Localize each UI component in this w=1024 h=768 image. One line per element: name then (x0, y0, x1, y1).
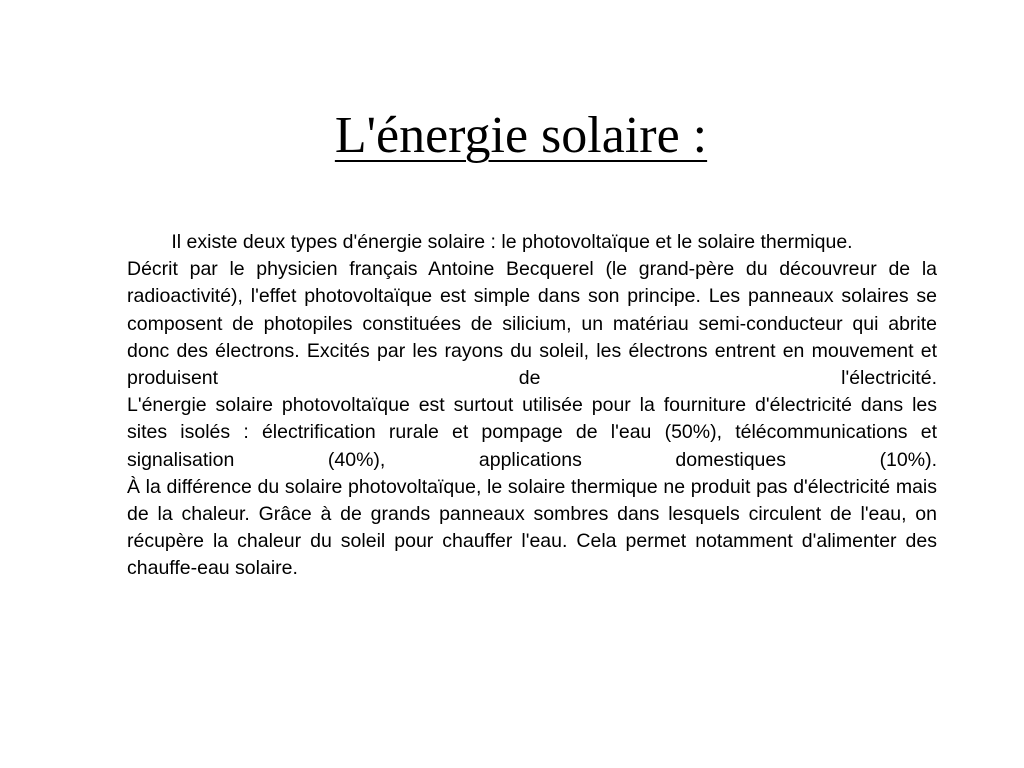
photovoltaic-principle-paragraph: Décrit par le physicien français Antoine Becquerel (le grand-père du découvreur de la radioactivité), l'effet photovoltaïque est simple dans son principe. Les panneaux solaires se composent de photopiles constituées de silicium, un matériau semi-conducteur qui abrite donc des électrons. Excités par les rayons du soleil, les électrons entrent en mouvement et produisent de l'électricité. (127, 258, 937, 390)
intro-paragraph: Il existe deux types d'énergie solaire : le photovoltaïque et le solaire thermique. (171, 231, 853, 253)
photovoltaic-uses-paragraph: L'énergie solaire photovoltaïque est surtout utilisée pour la fourniture d'électricité dans les sites isolés : électrification rurale et pompage de l'eau (50%), télécommunications et signalisation (40%), applications domestiques (10%). (127, 394, 937, 471)
slide-title (0, 100, 1024, 172)
slide-body (87, 229, 937, 583)
slide-title-text: L'énergie solaire : (334, 107, 708, 164)
solar-thermal-paragraph: À la différence du solaire photovoltaïque, le solaire thermique ne produit pas d'électricité mais de la chaleur. Grâce à de grands panneaux sombres dans lesquels circulent de l'eau, on récupère la chaleur du soleil pour chauffer l'eau. Cela permet notamment d'alimenter des chauffe-eau solaire. (127, 475, 937, 580)
